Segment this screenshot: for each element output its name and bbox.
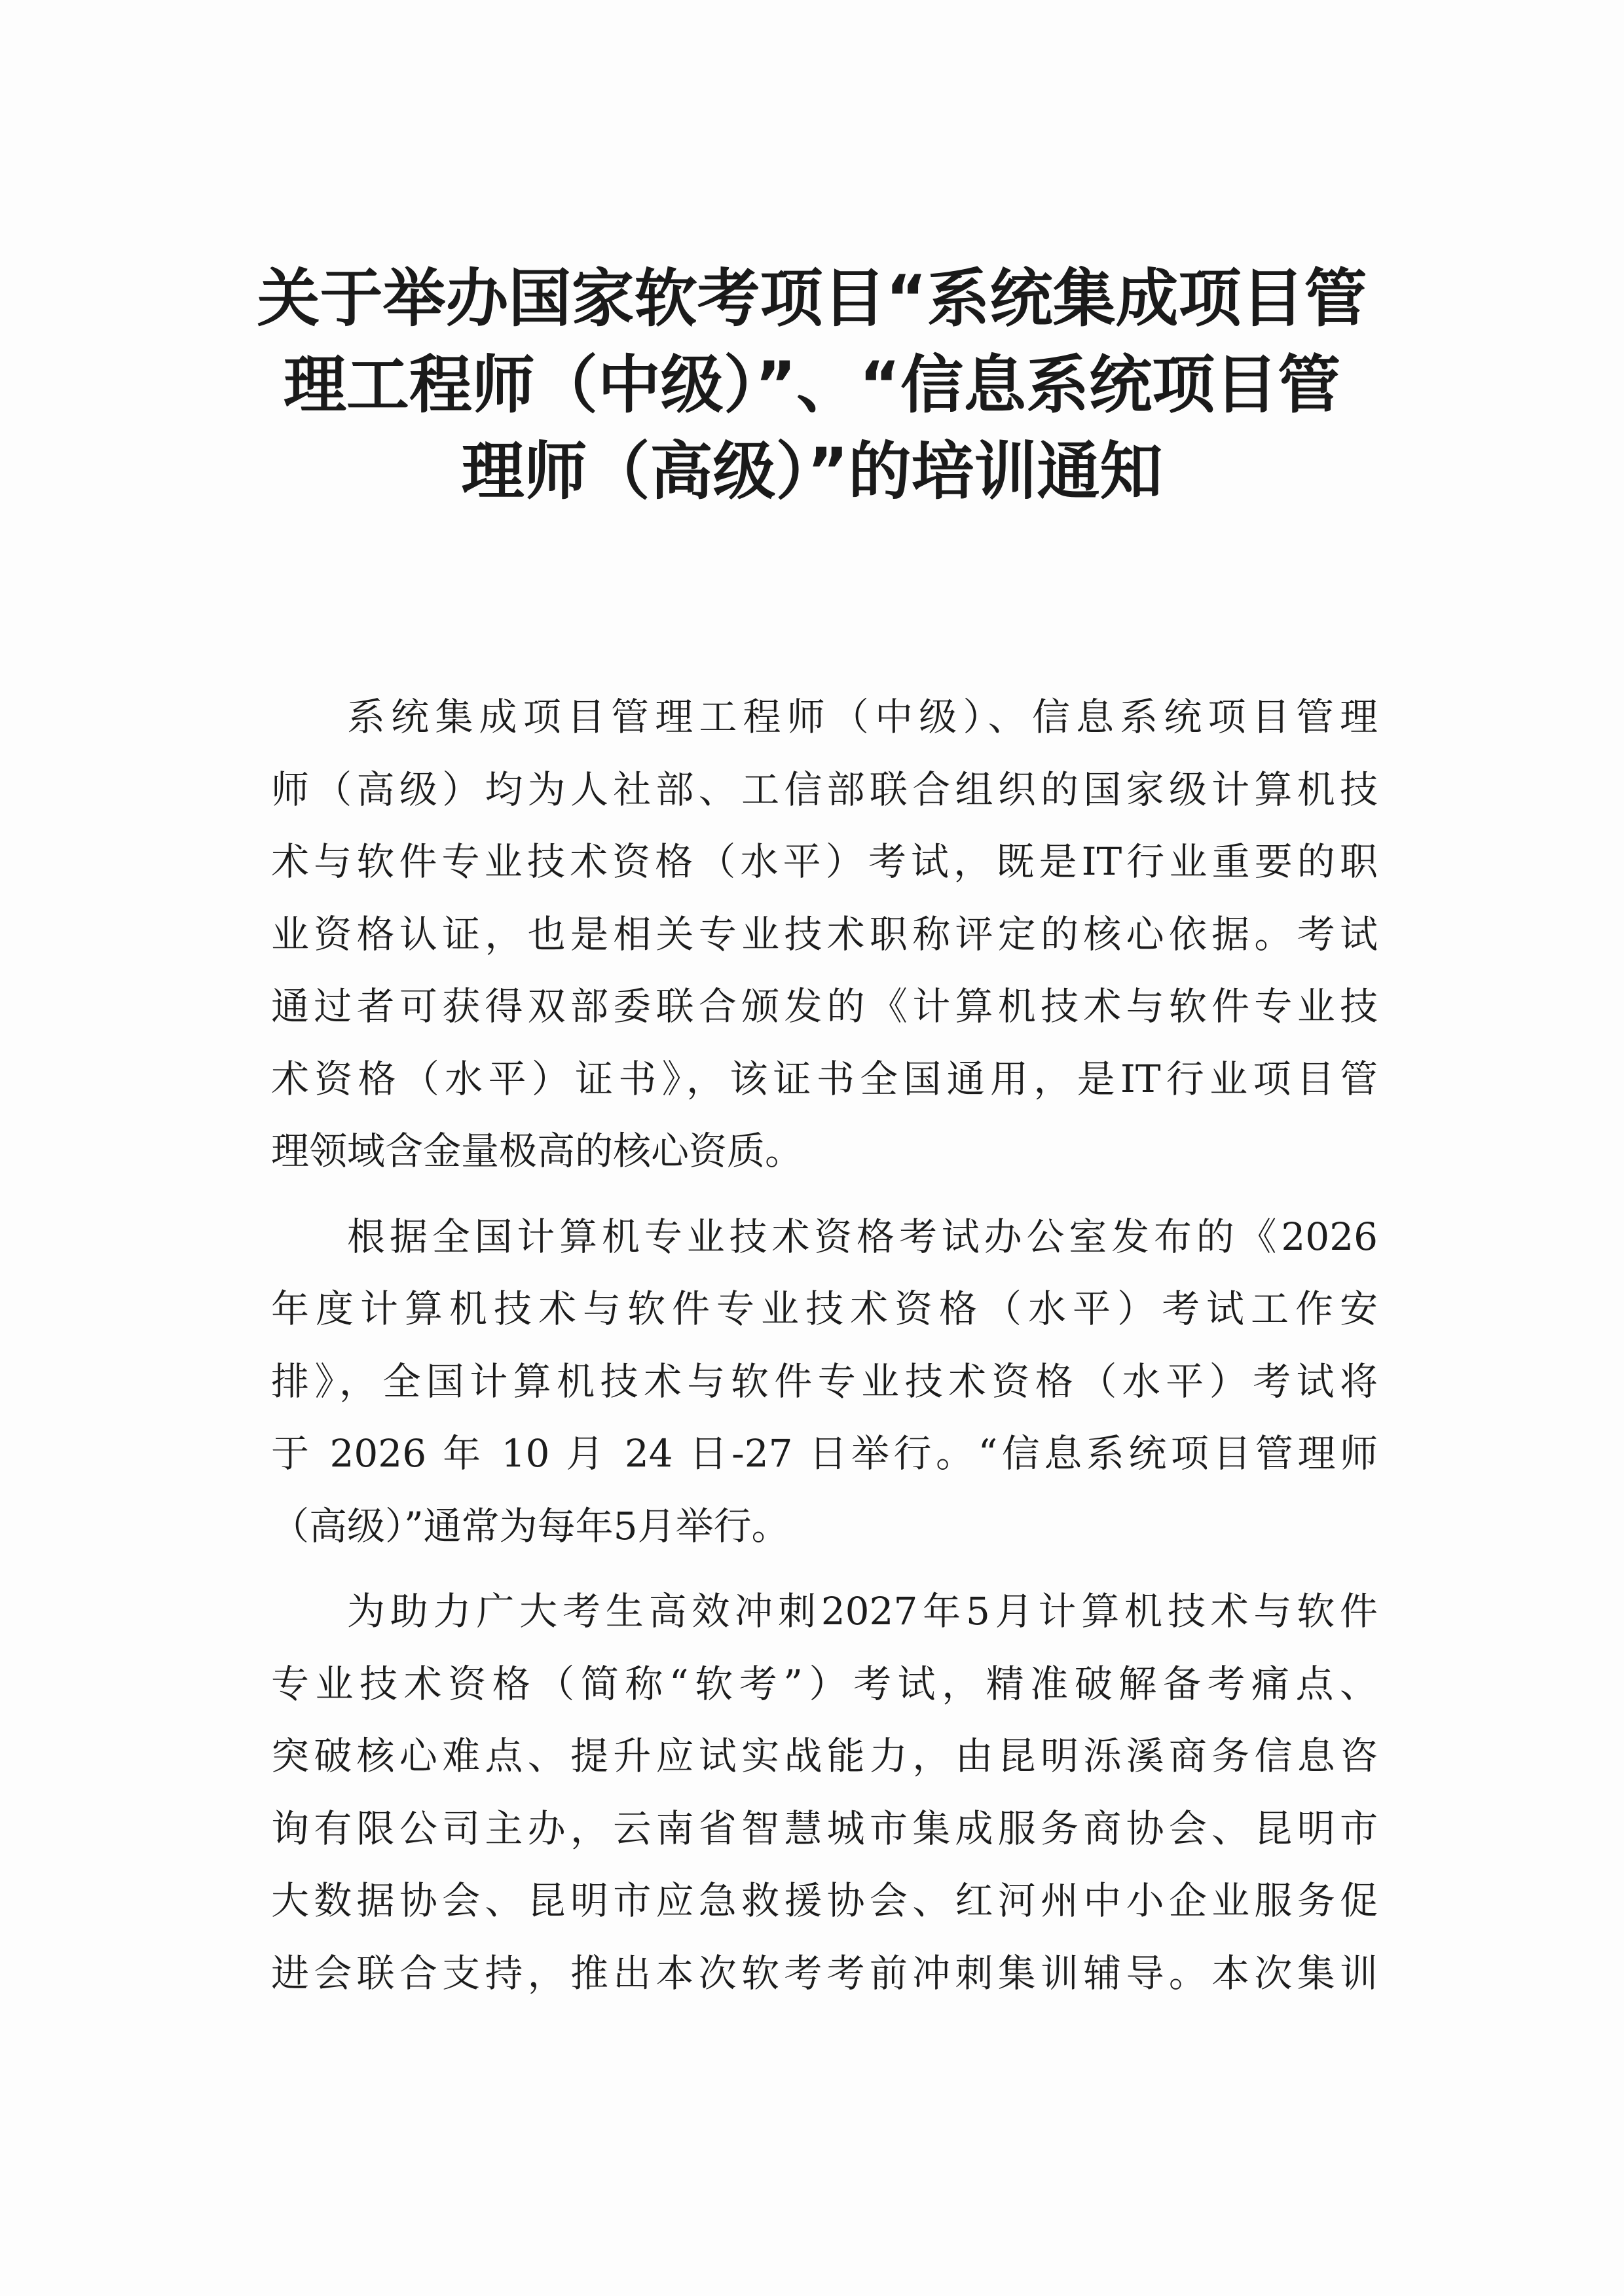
paragraph-gap	[271, 1188, 1378, 1201]
paragraph-line: 根据全国计算机专业技术资格考试办公室发布的《2026	[347, 1214, 1378, 1259]
paragraph-line: （高级）”通常为每年5月举行。	[271, 1503, 790, 1548]
paragraph-schedule	[271, 1201, 1378, 1563]
paragraph-line: 系统集成项目管理工程师（中级）、信息系统项目管理	[347, 695, 1378, 739]
paragraph-gap	[271, 1562, 1378, 1575]
document-title	[236, 255, 1388, 515]
paragraph-intro	[271, 681, 1378, 1188]
paragraph-line: 师（高级）均为人社部、工信部联合组织的国家级计算机技	[271, 767, 1378, 812]
paragraph-line: 通过者可获得双部委联合颁发的《计算机技术与软件专业技	[271, 984, 1378, 1029]
document-body	[271, 681, 1378, 2009]
paragraph-line: 专业技术资格（简称“软考”）考试，精准破解备考痛点、	[271, 1661, 1378, 1706]
paragraph-line: 询有限公司主办，云南省智慧城市集成服务商协会、昆明市	[271, 1806, 1378, 1851]
paragraph-line: 术与软件专业技术资格（水平）考试，既是IT行业重要的职	[271, 839, 1378, 884]
paragraph-training	[271, 1575, 1378, 2009]
paragraph-line: 排》，全国计算机技术与软件专业技术资格（水平）考试将	[271, 1358, 1378, 1404]
paragraph-line: 突破核心难点、提升应试实战能力，由昆明泺溪商务信息咨	[271, 1734, 1378, 1778]
paragraph-line: 为助力广大考生高效冲刺2027年5月计算机技术与软件	[347, 1589, 1378, 1633]
paragraph-line: 术资格（水平）证书》，该证书全国通用，是IT行业项目管	[271, 1056, 1378, 1101]
paragraph-line: 进会联合支持，推出本次软考考前冲刺集训辅导。本次集训	[271, 1950, 1378, 1995]
title-line: 关于举办国家软考项目“系统集成项目管	[257, 262, 1367, 335]
title-line: 理工程师（中级）”、“信息系统项目管	[283, 348, 1341, 422]
title-line: 理师（高级）”的培训通知	[461, 435, 1163, 508]
paragraph-line: 业资格认证，也是相关专业技术职称评定的核心依据。考试	[271, 911, 1378, 957]
paragraph-line: 于 2026 年 10 月 24 日-27 日举行。“信息系统项目管理师	[271, 1431, 1378, 1476]
paragraph-line: 理领域含金量极高的核心资质。	[271, 1129, 803, 1173]
paragraph-line: 年度计算机技术与软件专业技术资格（水平）考试工作安	[271, 1286, 1378, 1331]
paragraph-line: 大数据协会、昆明市应急救援协会、红河州中小企业服务促	[271, 1878, 1378, 1923]
